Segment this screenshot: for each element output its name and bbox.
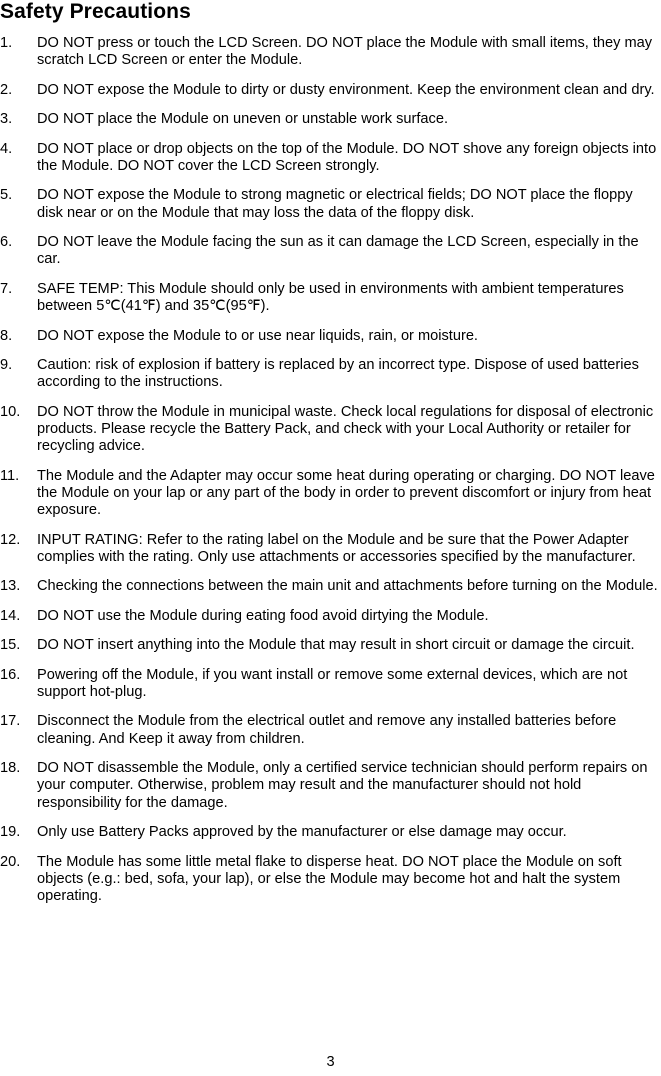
item-text: Caution: risk of explosion if battery is replaced by an incorrect type. Dispose of used batteries according to the instructions. xyxy=(37,357,639,391)
item-text: DO NOT use the Module during eating food avoid dirtying the Module. xyxy=(37,607,489,624)
item-text: The Module and the Adapter may occur some heat during operating or charging. DO NOT leave the Module on your lap or any part of the body in order to prevent discomfort or injury from heat exposure. xyxy=(37,467,655,519)
item-text: DO NOT press or touch the LCD Screen. DO NOT place the Module with small items, they may scratch LCD Screen or enter the Module. xyxy=(37,35,653,69)
item-text: DO NOT place the Module on uneven or unstable work surface. xyxy=(37,111,449,128)
list-item xyxy=(0,141,661,175)
list-item xyxy=(0,760,661,812)
item-number: 13. xyxy=(0,578,21,595)
list-item xyxy=(0,404,661,456)
list-item xyxy=(0,824,661,841)
item-number: 17. xyxy=(0,713,21,730)
item-number: 1. xyxy=(0,35,13,51)
item-text: DO NOT leave the Module facing the sun as it can damage the LCD Screen, especially in the car. xyxy=(37,234,639,268)
item-number: 20. xyxy=(0,853,21,870)
item-text: Disconnect the Module from the electrical outlet and remove any installed batteries before cleaning. And Keep it away from children. xyxy=(37,713,617,747)
item-text: SAFE TEMP: This Module should only be used in environments with ambient temperatures between 5℃(41℉) and 35℃(95℉). xyxy=(37,280,624,315)
list-item xyxy=(0,608,661,625)
safety-list xyxy=(0,35,661,917)
list-item xyxy=(0,187,661,221)
item-number: 11. xyxy=(0,467,20,484)
item-number: 2. xyxy=(0,81,13,98)
item-number: 6. xyxy=(0,234,13,251)
item-number: 9. xyxy=(0,357,13,374)
item-number: 19. xyxy=(0,824,21,841)
page-number: 3 xyxy=(326,1054,335,1070)
item-text: Only use Battery Packs approved by the manufacturer or else damage may occur. xyxy=(37,824,567,841)
item-number: 10. xyxy=(0,403,21,420)
list-item xyxy=(0,854,661,906)
item-number: 18. xyxy=(0,760,21,777)
item-number: 12. xyxy=(0,531,21,548)
item-number: 7. xyxy=(0,280,13,297)
item-text: INPUT RATING: Refer to the rating label on the Module and be sure that the Power Adapter complies with the rating. Only use attachments or accessories specified by the manufacturer. xyxy=(37,531,636,565)
item-text: The Module has some little metal flake to disperse heat. DO NOT place the Module on soft objects (e.g.: bed, sofa, your lap), or else the Module may become hot and halt the system operating. xyxy=(37,853,622,904)
list-item xyxy=(0,328,661,345)
item-text: Powering off the Module, if you want install or remove some external devices, which are not support hot-plug. xyxy=(37,666,628,700)
list-item xyxy=(0,637,661,654)
list-item xyxy=(0,35,661,69)
list-item xyxy=(0,532,661,566)
list-item xyxy=(0,82,661,99)
list-item xyxy=(0,468,661,520)
item-number: 14. xyxy=(0,607,21,624)
item-text: DO NOT expose the Module to dirty or dusty environment. Keep the environment clean and dry. xyxy=(37,81,655,98)
list-item xyxy=(0,667,661,701)
list-item xyxy=(0,357,661,391)
item-text: DO NOT insert anything into the Module that may result in short circuit or damage the circuit. xyxy=(37,637,635,654)
item-text: DO NOT expose the Module to strong magnetic or electrical fields; DO NOT place the floppy disk near or on the Module that may loss the data of the floppy disk. xyxy=(37,187,633,221)
list-item xyxy=(0,713,661,747)
item-number: 15. xyxy=(0,637,21,654)
list-item xyxy=(0,234,661,268)
item-text: DO NOT expose the Module to or use near liquids, rain, or moisture. xyxy=(37,327,478,344)
list-item xyxy=(0,578,661,595)
item-number: 3. xyxy=(0,111,13,128)
item-text: Checking the connections between the main unit and attachments before turning on the Module. xyxy=(37,578,658,595)
item-number: 5. xyxy=(0,187,13,204)
item-text: DO NOT disassemble the Module, only a certified service technician should perform repairs on your computer. Otherwise, problem may result and the manufacturer should not hold responsibility for the damage. xyxy=(37,760,648,811)
page-title: Safety Precautions xyxy=(0,0,191,23)
item-number: 4. xyxy=(0,140,13,157)
list-item xyxy=(0,281,661,315)
list-item xyxy=(0,111,661,128)
item-number: 8. xyxy=(0,327,13,344)
item-text: DO NOT throw the Module in municipal waste. Check local regulations for disposal of electronic products. Please recycle the Battery Pack, and check with your Local Authority or retailer for recycling advice. xyxy=(37,403,654,455)
item-number: 16. xyxy=(0,666,21,683)
item-text: DO NOT place or drop objects on the top of the Module. DO NOT shove any foreign objects into the Module. DO NOT cover the LCD Screen strongly. xyxy=(37,140,657,174)
